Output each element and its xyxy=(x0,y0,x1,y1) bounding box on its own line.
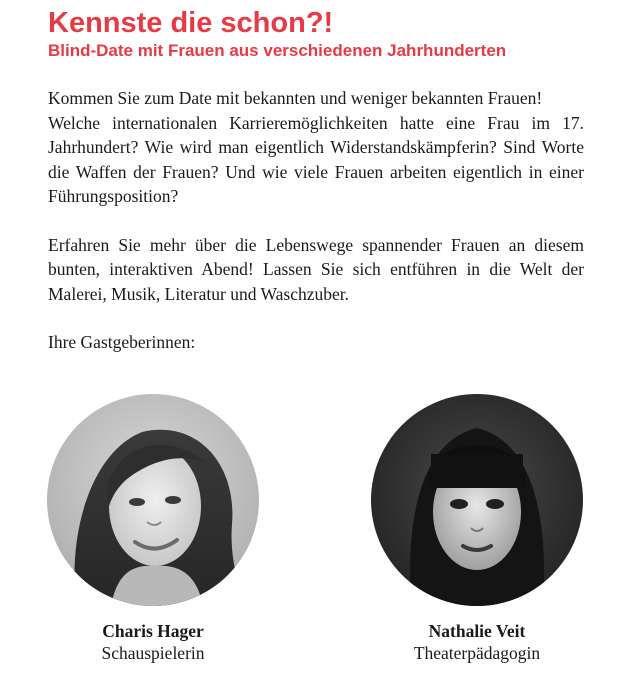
host-role: Theaterpädagogin xyxy=(413,643,541,663)
page-title: Kennste die schon?! xyxy=(48,7,334,39)
hosts-label: Ihre Gastgeberinnen: xyxy=(48,332,196,352)
intro-paragraph-2: Welche internationalen Karrieremöglichkeiten hatte eine Frau im 17. Jahrhundert? Wie wird man eigentlich Widerstandskämpferin? Sind Worte die Waffen der Frauen? Und wie viele Frauen arbeiten eigentlich in einer Führungsposition? xyxy=(48,112,584,206)
details-paragraph: Erfahren Sie mehr über die Lebenswege spannender Frauen an diesem bunten, interaktiven Abend! Lassen Sie sich entführen in die Welt der Malerei, Musik, Literatur und Waschzuber. xyxy=(48,234,584,304)
host-name: Charis Hager xyxy=(102,621,204,641)
header xyxy=(48,6,618,62)
body-text xyxy=(48,86,584,355)
host-name: Nathalie Veit xyxy=(428,621,526,641)
intro-paragraph-1: Kommen Sie zum Date mit bekannten und weniger bekannten Frauen! xyxy=(48,88,543,108)
host-role: Schauspielerin xyxy=(101,643,205,663)
page-subtitle: Blind-Date mit Frauen aus verschiedenen Jahrhunderten xyxy=(48,41,507,60)
host-card-1 xyxy=(38,394,268,664)
hosts-section xyxy=(0,394,630,684)
host-card-2 xyxy=(362,394,592,664)
portrait-nathalie-veit xyxy=(371,394,583,606)
portrait-charis-hager xyxy=(47,394,259,606)
